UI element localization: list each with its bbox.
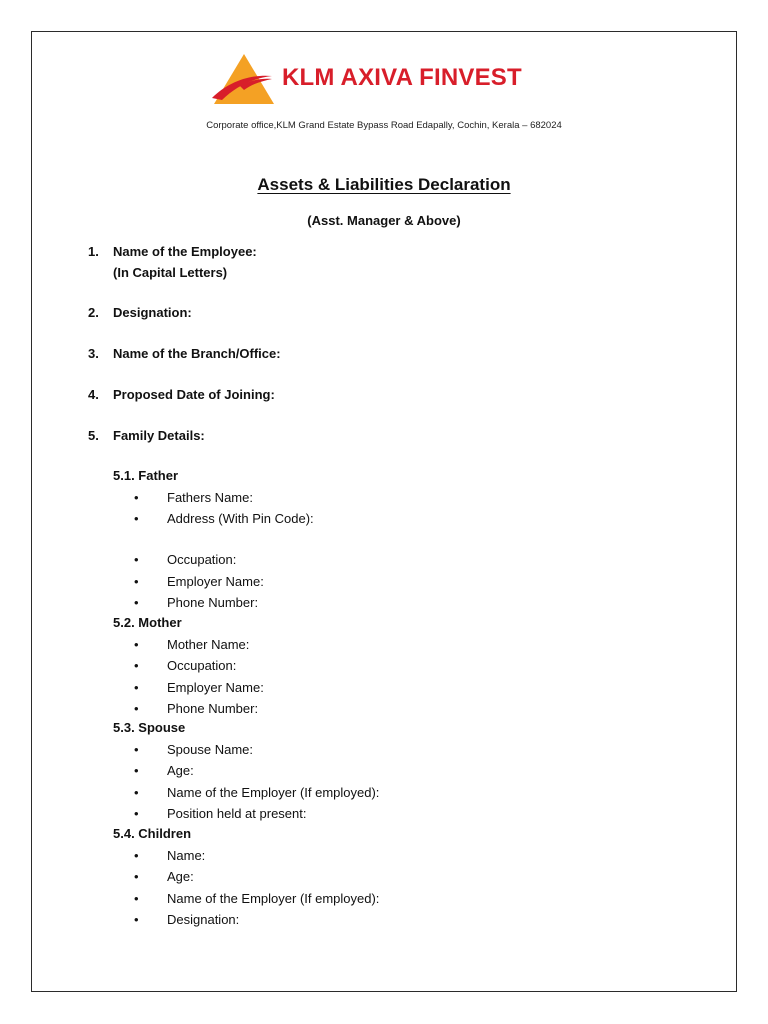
list-item-label: Name: (167, 848, 206, 863)
bullet-icon: • (134, 574, 139, 589)
list-item-label: Spouse Name: (167, 742, 253, 757)
list-item (134, 742, 253, 758)
list-item (134, 891, 379, 907)
list-item-label: Mother Name: (167, 637, 250, 652)
list-item (134, 763, 194, 779)
bullet-icon: • (134, 912, 139, 927)
list-item-label: Fathers Name: (167, 490, 253, 505)
item-number: 2. (88, 305, 99, 320)
field-branch-office (88, 343, 281, 364)
list-item-label: Occupation: (167, 658, 237, 673)
bullet-icon: • (134, 595, 139, 610)
field-label: Family Details: (113, 428, 205, 443)
list-item (134, 552, 236, 568)
bullet-icon: • (134, 763, 139, 778)
document-subtitle: (Asst. Manager & Above) (307, 213, 461, 228)
list-item (134, 701, 258, 717)
company-logo (210, 52, 550, 106)
item-number: 1. (88, 244, 99, 259)
field-joining-date (88, 384, 275, 405)
field-label: Designation: (113, 305, 192, 320)
bullet-icon: • (134, 637, 139, 652)
list-item (134, 658, 236, 674)
list-item-label: Designation: (167, 912, 240, 927)
bullet-icon: • (134, 658, 139, 673)
list-item (134, 680, 264, 696)
bullet-icon: • (134, 742, 139, 757)
spouse-section-heading: 5.3. Spouse (113, 720, 186, 735)
list-item (134, 869, 194, 885)
children-section-heading: 5.4. Children (113, 826, 192, 841)
list-item (134, 848, 205, 864)
list-item-label: Name of the Employer (If employed): (167, 785, 380, 800)
mother-section-heading: 5.2. Mother (113, 615, 182, 630)
list-item (134, 511, 314, 527)
list-item-label: Phone Number: (167, 595, 259, 610)
bullet-icon: • (134, 848, 139, 863)
item-number: 3. (88, 346, 99, 361)
logo-triangle-icon (210, 52, 276, 106)
list-item-label: Position held at present: (167, 806, 307, 821)
item-number: 4. (88, 387, 99, 402)
list-item-label: Age: (167, 869, 194, 884)
bullet-icon: • (134, 869, 139, 884)
bullet-icon: • (134, 552, 139, 567)
company-name: KLM AXIVA FINVEST (282, 64, 522, 91)
list-item (134, 912, 239, 928)
list-item (134, 637, 249, 653)
item-number: 5. (88, 428, 99, 443)
field-label: Name of the Employee: (113, 244, 257, 259)
list-item-label: Employer Name: (167, 574, 264, 589)
field-employee-name (88, 241, 257, 283)
list-item (134, 806, 306, 822)
bullet-icon: • (134, 680, 139, 695)
field-sub-label: (In Capital Letters) (113, 265, 228, 280)
field-label: Name of the Branch/Office: (113, 346, 281, 361)
list-item-label: Age: (167, 763, 194, 778)
bullet-icon: • (134, 806, 139, 821)
bullet-icon: • (134, 701, 139, 716)
list-item-label: Occupation: (167, 552, 237, 567)
bullet-icon: • (134, 891, 139, 906)
field-designation (88, 302, 192, 323)
list-item (134, 595, 258, 611)
list-item (134, 574, 264, 590)
corporate-address: Corporate office,KLM Grand Estate Bypass Road Edapally, Cochin, Kerala – 682024 (206, 120, 562, 131)
list-item (134, 490, 253, 506)
bullet-icon: • (134, 490, 139, 505)
field-family-details (88, 425, 205, 446)
father-section-heading: 5.1. Father (113, 468, 179, 483)
field-label: Proposed Date of Joining: (113, 387, 275, 402)
bullet-icon: • (134, 511, 139, 526)
list-item-label: Employer Name: (167, 680, 264, 695)
list-item-label: Address (With Pin Code): (167, 511, 314, 526)
list-item-label: Name of the Employer (If employed): (167, 891, 380, 906)
list-item-label: Phone Number: (167, 701, 259, 716)
bullet-icon: • (134, 785, 139, 800)
document-title-text: Assets & Liabilities Declaration (257, 175, 511, 194)
list-item (134, 785, 379, 801)
document-title (0, 175, 768, 195)
